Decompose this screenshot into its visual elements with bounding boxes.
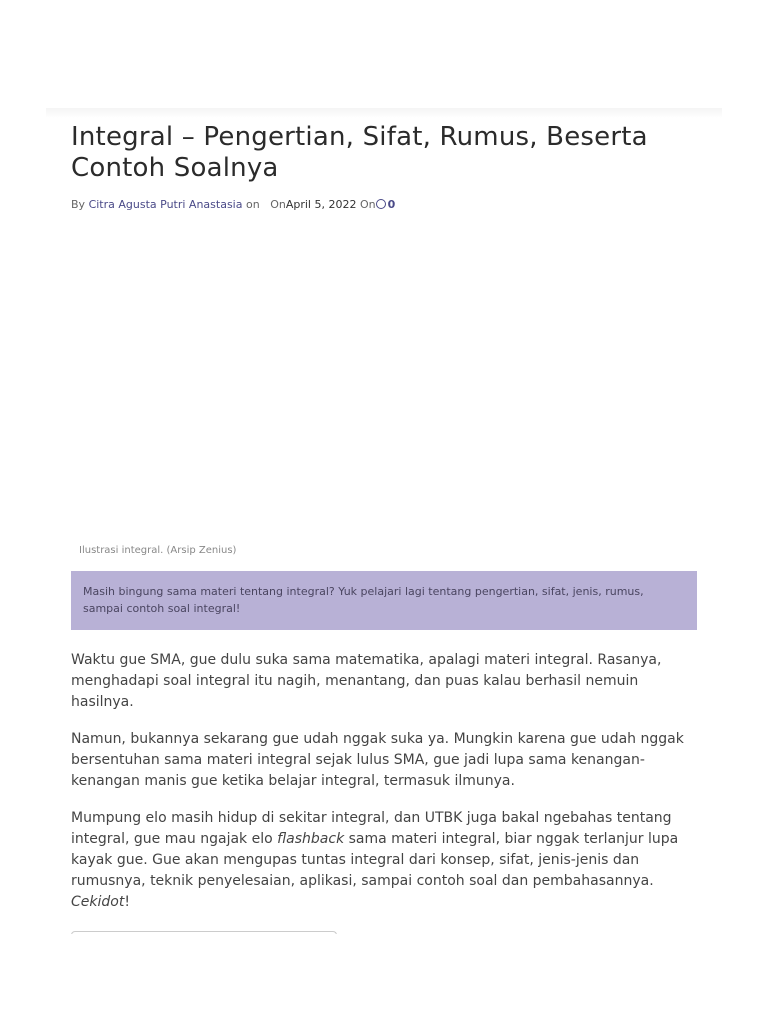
paragraph: Waktu gue SMA, gue dulu suka sama matematika, apalagi materi integral. Rasanya, menghadapi soal integral itu nagih, menantang, dan puas kalau berhasil nemuin hasilnya. [71, 652, 662, 710]
image-caption: Ilustrasi integral. (Arsip Zenius) [79, 545, 237, 556]
comment-count[interactable]: 0 [387, 198, 396, 211]
page-bottom-blank [0, 934, 768, 1024]
article-meta [71, 198, 697, 212]
article [71, 122, 697, 971]
by-label: By [71, 198, 86, 211]
header-shadow [46, 108, 722, 118]
article-title: Integral – Pengertian, Sifat, Rumus, Beserta Contoh Soalnya [71, 122, 648, 183]
intro-callout: Masih bingung sama materi tentang integral? Yuk pelajari lagi tentang pengertian, sifat, jenis, rumus, sampai contoh soal integral! [71, 571, 697, 630]
paragraph-text: sama materi integral, biar nggak terlanjur lupa kayak gue. Gue akan mengupas tuntas integral dari konsep, sifat, jenis-jenis dan rumusnya, teknik penyelesaian, aplikasi, sampai contoh soal dan pembahasannya. [71, 831, 679, 889]
paragraph: Namun, bukannya sekarang gue udah nggak suka ya. Mungkin karena gue udah nggak bersentuhan sama materi integral sejak lulus SMA, gue jadi lupa sama kenangan-kenangan manis gue ketika belajar integral, termasuk ilmunya. [71, 731, 684, 789]
author-link[interactable]: Citra Agusta Putri Anastasia [88, 198, 243, 211]
publish-date: April 5, 2022 [285, 198, 357, 211]
comment-icon[interactable] [376, 199, 386, 209]
cekidot-emphasis: Cekidot [71, 894, 125, 910]
paragraph-text: Mumpung elo masih hidup di sekitar integral, dan UTBK juga bakal ngebahas tentang integral, gue mau ngajak elo [71, 810, 672, 847]
flashback-emphasis: flashback [277, 831, 345, 847]
featured-image [71, 212, 697, 542]
on-label-3: On [359, 198, 376, 211]
on-label-2: On [270, 198, 286, 211]
article-body [71, 650, 697, 913]
paragraph-text: ! [124, 894, 130, 910]
paragraph [71, 808, 697, 913]
on-label: on [245, 198, 260, 211]
